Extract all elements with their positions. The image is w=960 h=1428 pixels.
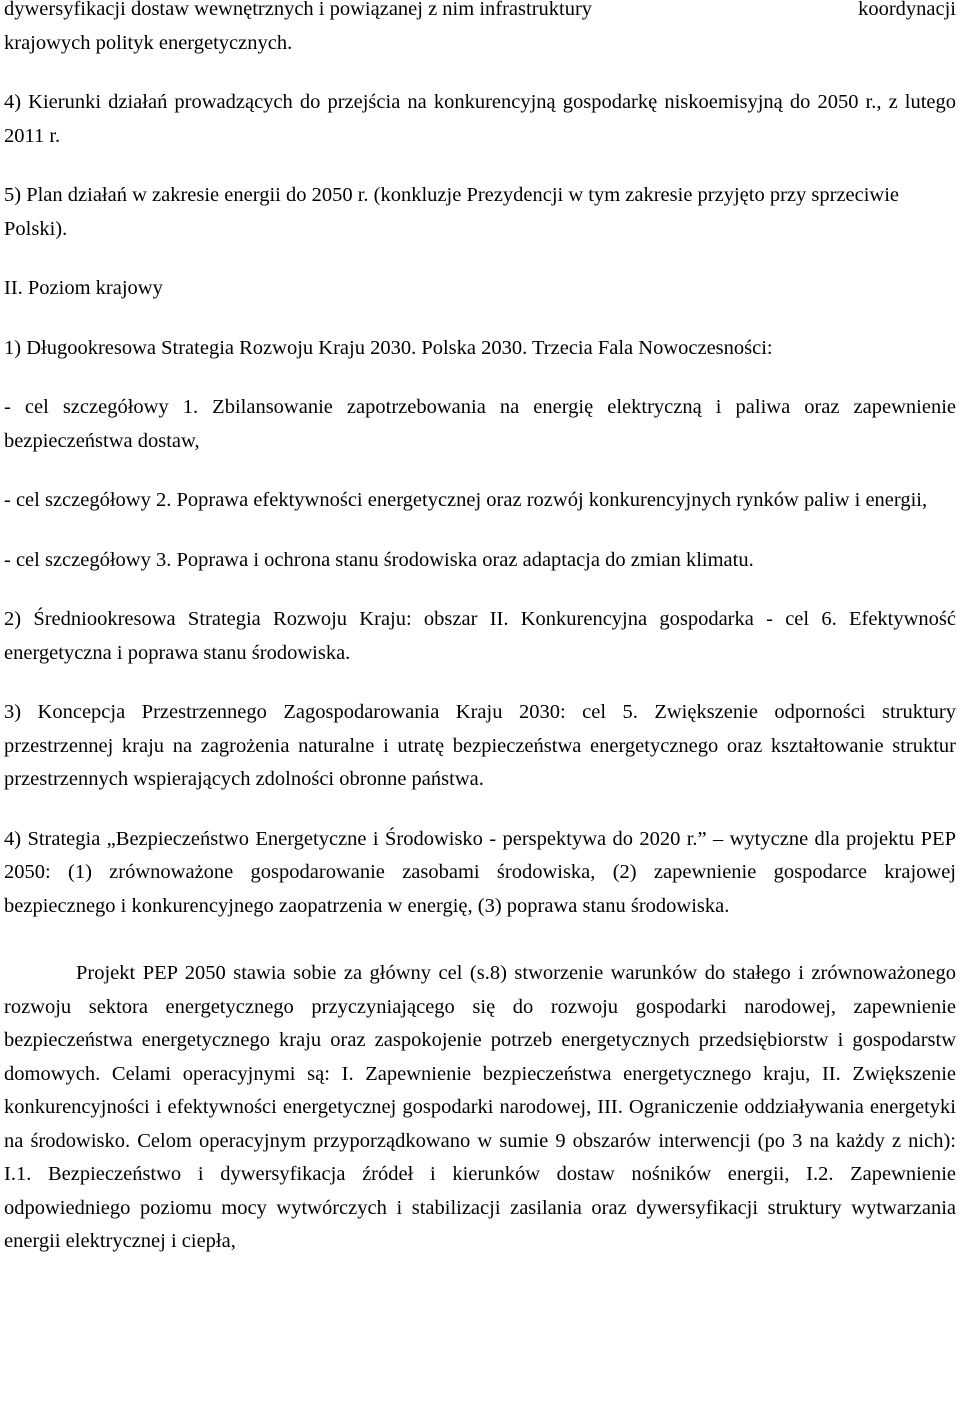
paragraph-continuation [4, 0, 956, 60]
paragraph-medium-term-strategy: 2) Średniookresowa Strategia Rozwoju Kraju: obszar II. Konkurencyjna gospodarka - cel 6. Efektywność energetyczna i poprawa stanu środowiska. [4, 608, 956, 664]
document-page [4, 0, 956, 1259]
paragraph-spatial-development-concept: 3) Koncepcja Przestrzennego Zagospodarowania Kraju 2030: cel 5. Zwiększenie odporności struktury przestrzennej kraju na zagrożenia naturalne i utratę bezpieczeństwa energetycznego oraz kształtowanie struktur przestrzennych wspierających zdolności obronne państwa. [4, 701, 956, 790]
continuation-line-1-right: koordynacji [858, 0, 956, 20]
section-heading-national-level: II. Poziom krajowy [4, 277, 163, 299]
continuation-line-1-left: dywersyfikacji dostaw wewnętrznych i powiązanej z nim infrastruktury [4, 0, 593, 20]
paragraph-objective-1: - cel szczegółowy 1. Zbilansowanie zapotrzebowania na energię elektryczną i paliwa oraz zapewnienie bezpieczeństwa dostaw, [4, 396, 956, 452]
paragraph-objective-3: - cel szczegółowy 3. Poprawa i ochrona stanu środowiska oraz adaptacja do zmian klimatu. [4, 548, 754, 571]
paragraph-long-term-strategy: 1) Długookresowa Strategia Rozwoju Kraju 2030. Polska 2030. Trzecia Fala Nowoczesności: [4, 336, 773, 359]
continuation-line-2: krajowych polityk energetycznych. [4, 31, 293, 54]
paragraph-objective-2: - cel szczegółowy 2. Poprawa efektywności energetycznej oraz rozwój konkurencyjnych rynków paliw i energii, [4, 489, 928, 511]
continuation-line-1 [4, 0, 956, 27]
paragraph-energy-security-strategy: 4) Strategia „Bezpieczeństwo Energetyczne i Środowisko - perspektywa do 2020 r.” – wytyczne dla projektu PEP 2050: (1) zrównoważone gospodarowanie zasobami środowiska, (2) zapewnienie gospodarce krajowej bezpiecznego i konkurencyjnego zaopatrzenia w energię, (3) poprawa stanu środowiska. [4, 827, 956, 917]
paragraph-eu-directions-2050: 4) Kierunki działań prowadzących do przejścia na konkurencyjną gospodarkę niskoemisyjną do 2050 r., z lutego 2011 r. [4, 91, 956, 147]
paragraph-eu-energy-plan-2050: 5) Plan działań w zakresie energii do 2050 r. (konkluzje Prezydencji w tym zakresie przyjęto przy sprzeciwie Polski). [4, 184, 900, 240]
paragraph-pep-2050-goals: Projekt PEP 2050 stawia sobie za główny cel (s.8) stworzenie warunków do stałego i zrównoważonego rozwoju sektora energetycznego przyczyniającego się do rozwoju gospodarki narodowej, zapewnienie bezpieczeństwa energetycznego kraju oraz zaspokojenie potrzeb energetycznych przedsiębiorstw i gospodarstw domowych. Celami operacyjnymi są: I. Zapewnienie bezpieczeństwa energetycznego kraju, II. Zwiększenie konkurencyjności i efektywności energetycznej gospodarki narodowej, III. Ograniczenie oddziaływania energetyki na środowisko. Celom operacyjnym przyporządkowano w sumie 9 obszarów interwencji (po 3 na każdy z nich): I.1. Bezpieczeństwo i dywersyfikacja źródeł i kierunków dostaw nośników energii, I.2. Zapewnienie odpowiedniego poziomu mocy wytwórczych i stabilizacji zasilania oraz dywersyfikacji struktury wytwarzania energii elektrycznej i ciepła, [4, 962, 956, 1252]
